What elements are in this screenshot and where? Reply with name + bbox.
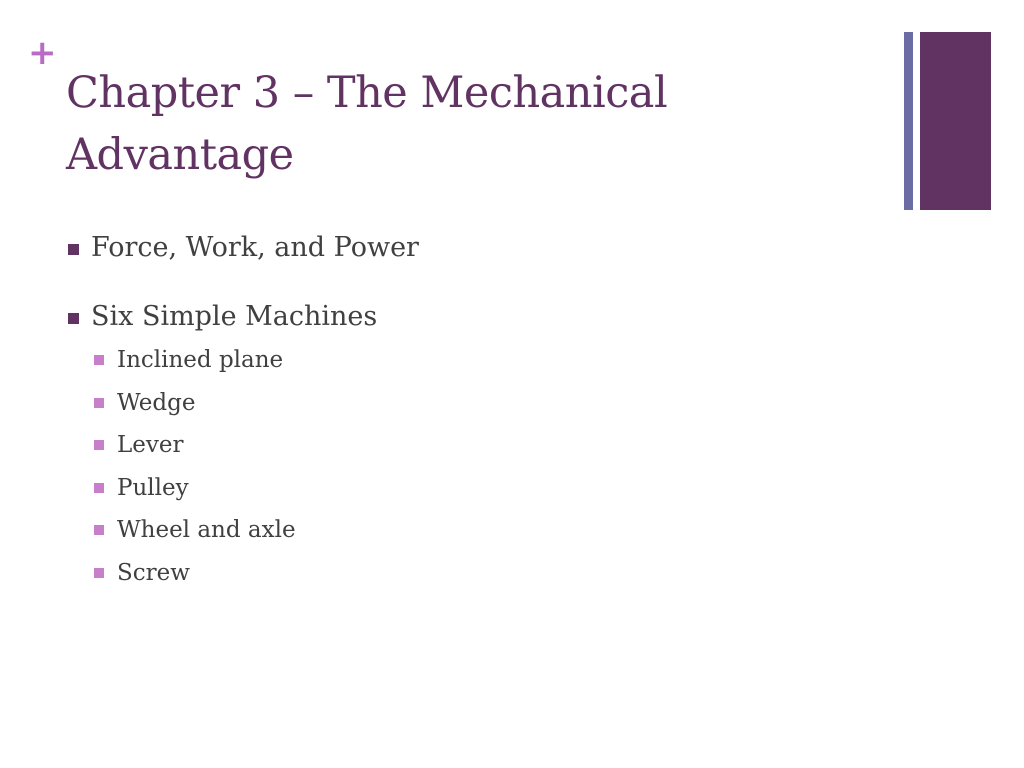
square-bullet-icon bbox=[94, 440, 104, 450]
sub-bullet-text: Wedge bbox=[117, 389, 196, 416]
bullet-text: Six Simple Machines bbox=[91, 301, 378, 332]
bullet-item-six-simple-machines bbox=[68, 295, 868, 339]
plus-icon: + bbox=[28, 33, 57, 73]
sub-bullet-item-lever bbox=[68, 424, 868, 467]
decorative-bar-thin bbox=[904, 32, 913, 210]
square-bullet-icon bbox=[94, 398, 104, 408]
square-bullet-icon bbox=[94, 483, 104, 493]
sub-bullet-text: Inclined plane bbox=[117, 347, 284, 373]
square-bullet-icon bbox=[68, 313, 79, 324]
slide-title-line-2: Advantage bbox=[66, 130, 294, 180]
slide-title bbox=[66, 62, 866, 186]
sub-bullet-text: Pulley bbox=[117, 474, 189, 501]
slide-title-line-1: Chapter 3 – The Mechanical bbox=[66, 68, 668, 118]
bullet-list bbox=[68, 226, 868, 595]
sub-bullet-text: Screw bbox=[117, 559, 190, 586]
sub-bullet-item-wedge bbox=[68, 382, 868, 425]
bullet-text: Force, Work, and Power bbox=[91, 232, 419, 263]
sub-bullet-item-screw bbox=[68, 552, 868, 595]
square-bullet-icon bbox=[94, 355, 104, 365]
sub-bullet-item-inclined-plane bbox=[68, 339, 868, 382]
square-bullet-icon bbox=[94, 568, 104, 578]
sub-bullet-item-pulley bbox=[68, 467, 868, 510]
sub-bullet-text: Wheel and axle bbox=[117, 517, 296, 544]
sub-bullet-text: Lever bbox=[117, 432, 184, 459]
bullet-item-force-work-power bbox=[68, 226, 868, 270]
square-bullet-icon bbox=[94, 525, 104, 535]
square-bullet-icon bbox=[68, 244, 79, 255]
sub-bullet-item-wheel-and-axle bbox=[68, 509, 868, 552]
decorative-bar-thick bbox=[920, 32, 991, 210]
